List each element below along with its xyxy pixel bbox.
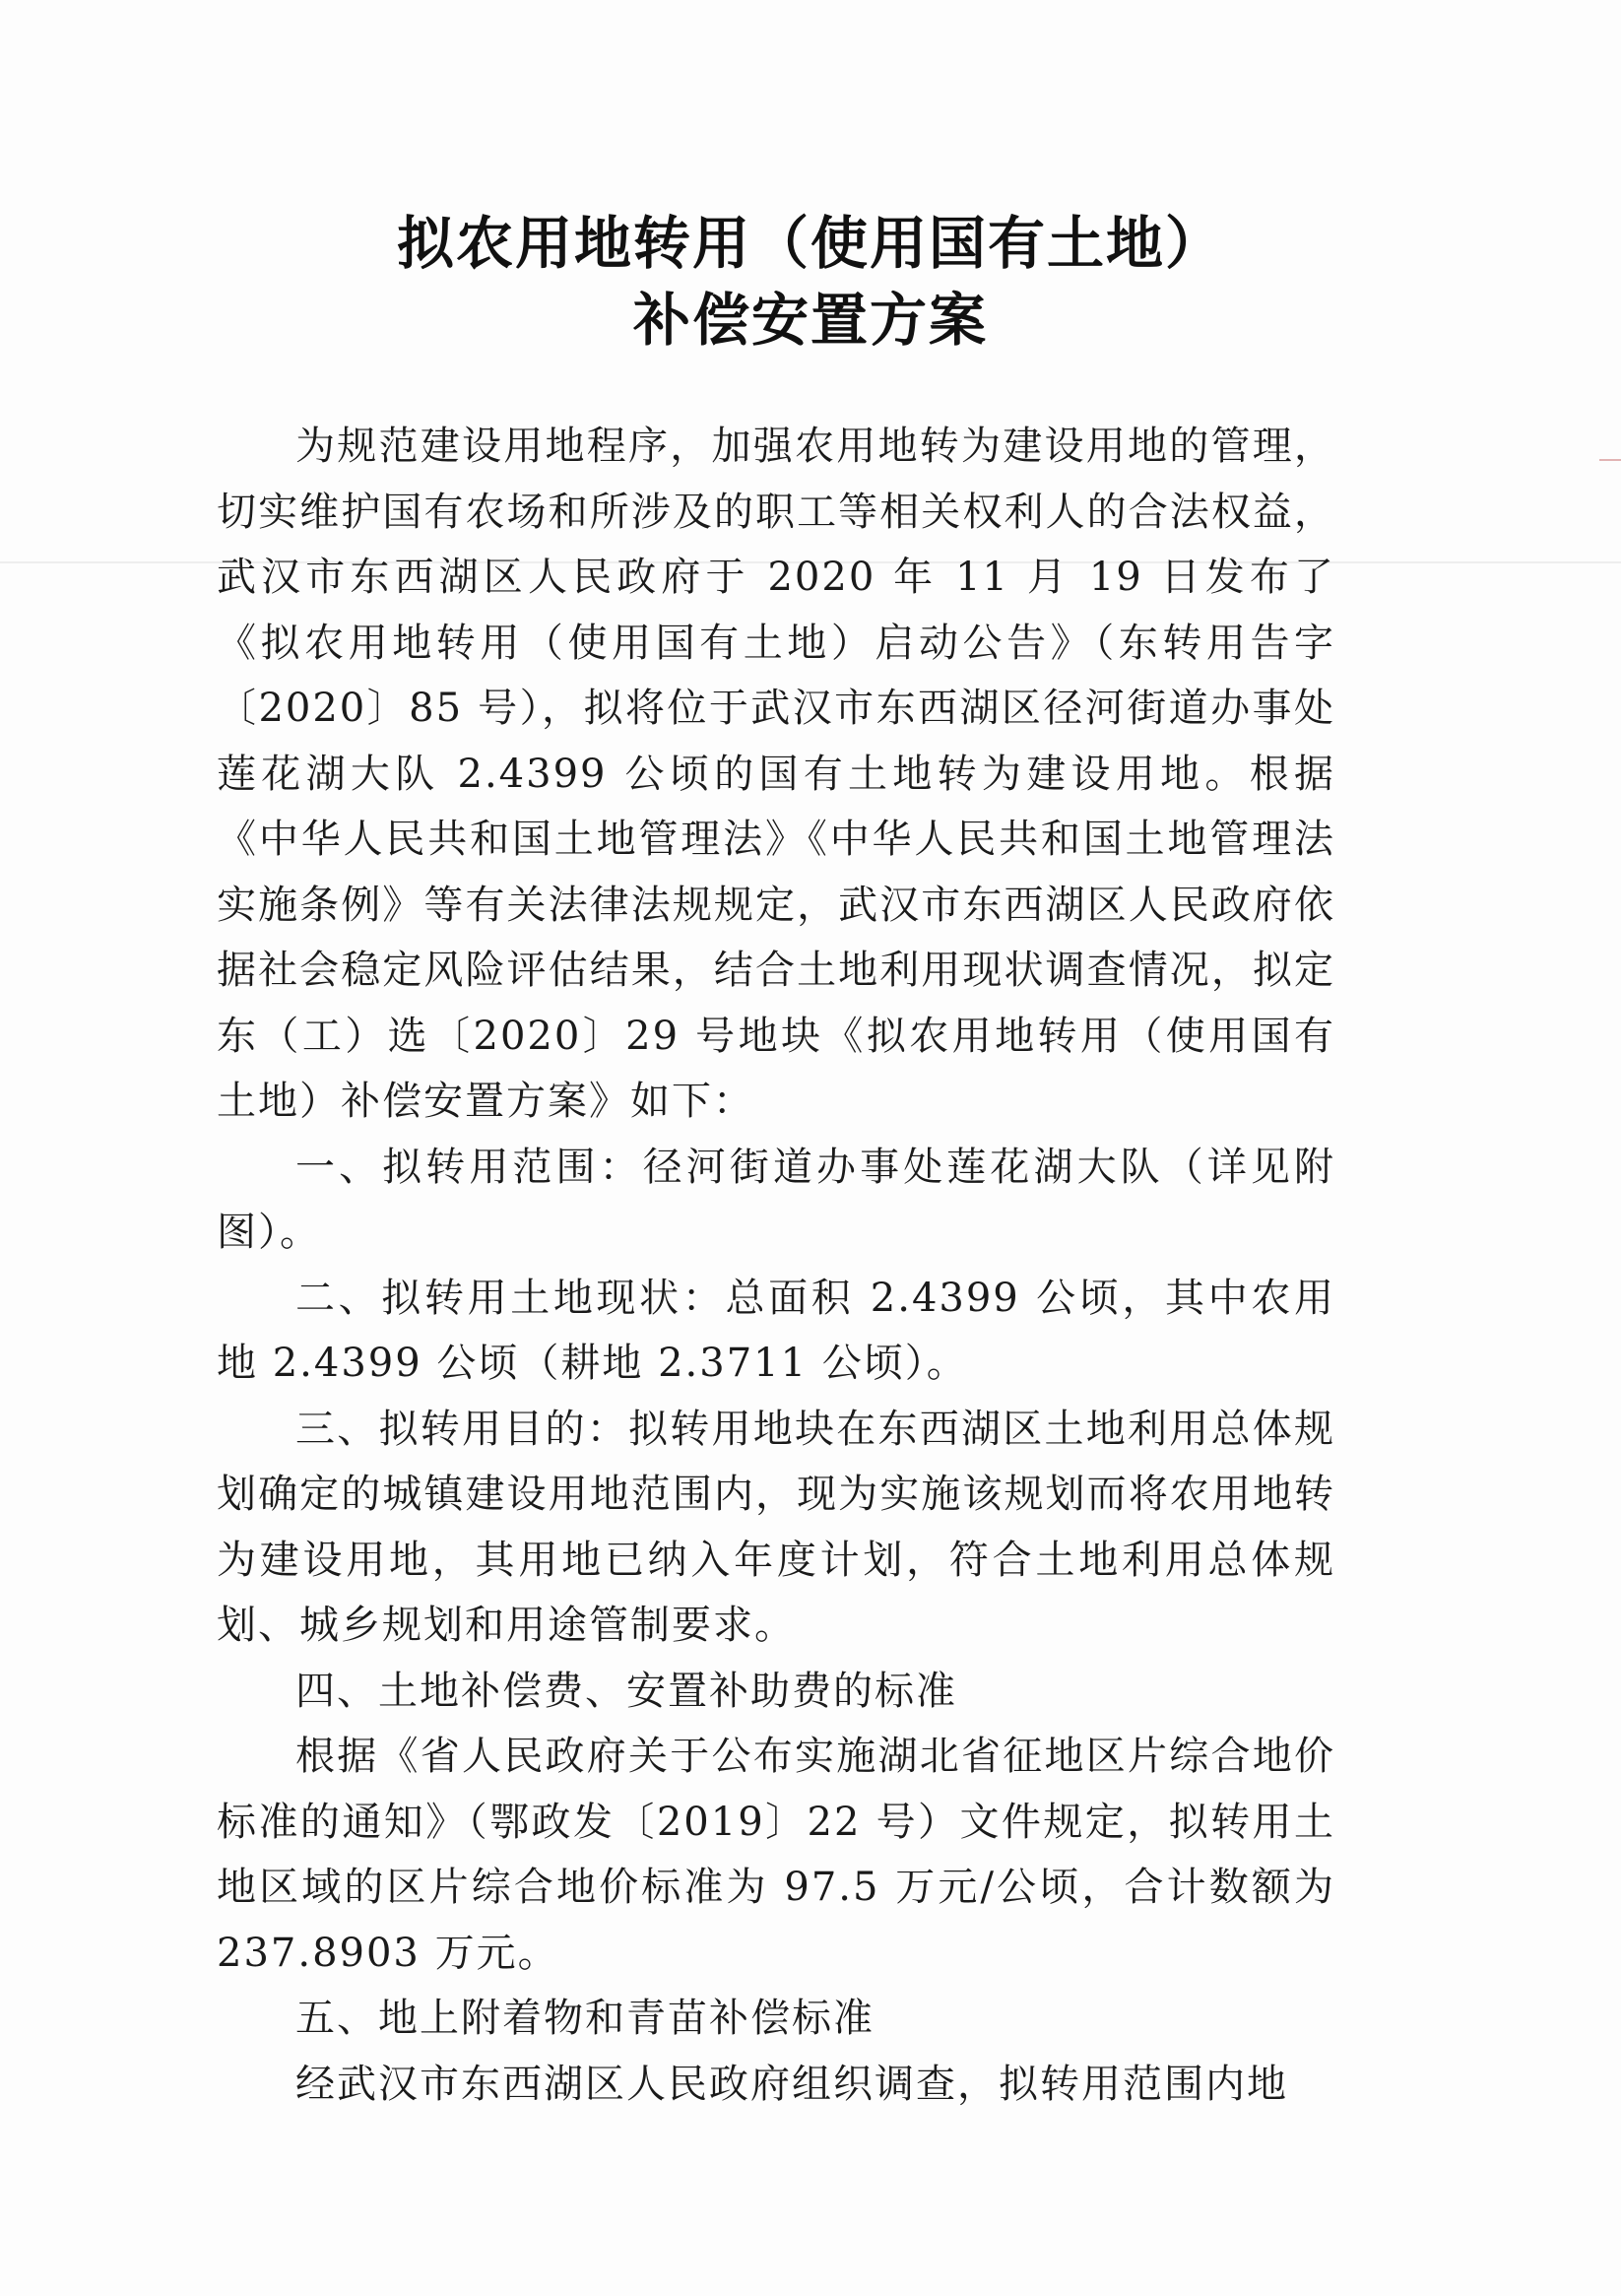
paragraph-purpose: 三、拟转用目的：拟转用地块在东西湖区土地利用总体规划确定的城镇建设用地范围内，现为实施该规划而将农用地转为建设用地，其用地已纳入年度计划，符合土地利用总体规划、城乡规划和用途管制要求。 — [217, 1406, 1335, 1648]
paragraph-scope: 一、拟转用范围：径河街道办事处莲花湖大队（详见附图）。 — [217, 1144, 1335, 1255]
edge-mark — [1599, 459, 1621, 461]
paragraph-compensation: 根据《省人民政府关于公布实施湖北省征地区片综合地价标准的通知》（鄂政发〔2019〕22 号）文件规定，拟转用土地区域的区片综合地价标准为 97.5 万元/公顷，合计数额为 237.8903 万元。 — [217, 1734, 1335, 1976]
paragraph-intro: 为规范建设用地程序，加强农用地转为建设用地的管理，切实维护国有农场和所涉及的职工等相关权利人的合法权益，武汉市东西湖区人民政府于 2020 年 11 月 19 日发布了《拟农用地转用（使用国有土地）启动公告》（东转用告字〔2020〕85 号），拟将位于武汉市东西湖区径河街道办事处莲花湖大队 2.4399 公顷的国有土地转为建设用地。根据《中华人民共和国土地管理法》《中华人民共和国土地管理法实施条例》等有关法律法规规定，武汉市东西湖区人民政府依据社会稳定风险评估结果，结合土地利用现状调查情况，拟定东（工）选〔2020〕29 号地块《拟农用地转用（使用国有土地）补偿安置方案》如下： — [217, 424, 1335, 1124]
document-title-line2: 补偿安置方案 — [632, 287, 988, 354]
paragraph-land-status: 二、拟转用土地现状：总面积 2.4399 公顷，其中农用地 2.4399 公顷（耕地 2.3711 公顷）。 — [217, 1275, 1335, 1386]
section-heading-attachments: 五、地上附着物和青苗补偿标准 — [295, 1996, 875, 2041]
document-body — [217, 414, 1335, 2117]
section-heading-compensation: 四、土地补偿费、安置补助费的标准 — [295, 1668, 957, 1714]
document-title-line1: 拟农用地转用（使用国有土地） — [396, 210, 1224, 277]
paragraph-survey: 经武汉市东西湖区人民政府组织调查，拟转用范围内地 — [295, 2061, 1288, 2107]
